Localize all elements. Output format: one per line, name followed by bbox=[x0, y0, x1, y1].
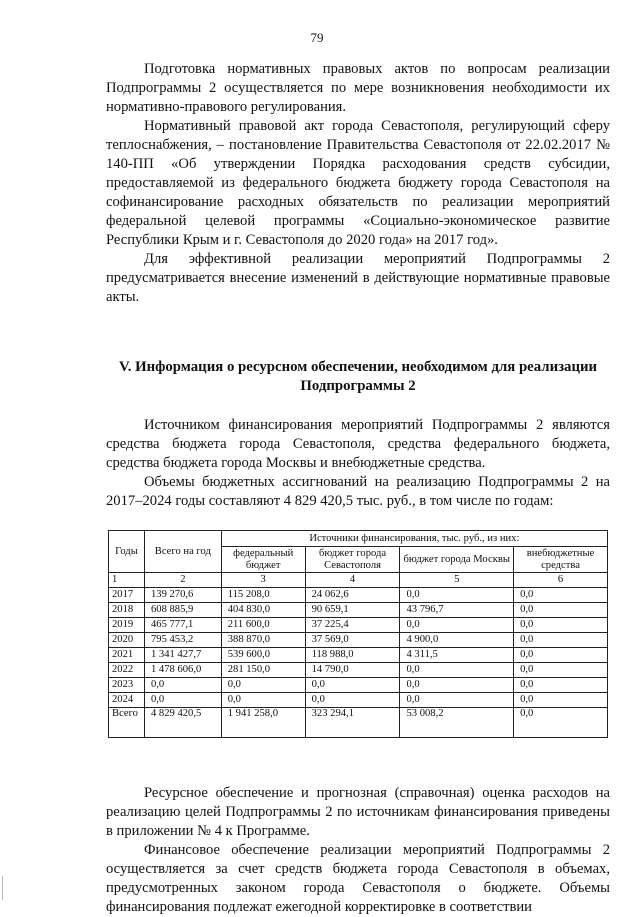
paragraph: Ресурсное обеспечение и прогнозная (справочная) оценка расходов на реализацию целей Подпрограммы 2 по источникам финансирования приведены в приложении № 4 к Программе. bbox=[106, 785, 610, 839]
table-row bbox=[109, 708, 608, 738]
paragraph: Подготовка нормативных правовых актов по вопросам реализации Подпрограммы 2 осуществляется по мере возникновения необходимости их нормативно-правового регулирования. bbox=[106, 61, 610, 115]
table-cell-value: 1 341 427,7 bbox=[144, 648, 221, 663]
header-moscow: бюджет города Москвы bbox=[400, 547, 514, 573]
paragraph: Для эффективной реализации мероприятий Подпрограммы 2 предусматривается внесение изменений в действующие нормативные правовые акты. bbox=[106, 251, 610, 305]
scan-margin-mark bbox=[2, 876, 3, 900]
table-cell-value: 323 294,1 bbox=[305, 708, 400, 738]
table-cell-value: 115 208,0 bbox=[221, 588, 305, 603]
table-cell-value: 1 478 606,0 bbox=[144, 663, 221, 678]
table-row bbox=[109, 603, 608, 618]
table-row bbox=[109, 663, 608, 678]
document-body bbox=[106, 60, 610, 917]
table-cell-value: 0,0 bbox=[221, 678, 305, 693]
table-cell-value: 24 062,6 bbox=[305, 588, 400, 603]
column-number: 3 bbox=[221, 573, 305, 588]
column-number: 2 bbox=[144, 573, 221, 588]
table-cell-value: 0,0 bbox=[400, 663, 514, 678]
paragraph: Объемы бюджетных ассигнований на реализацию Подпрограммы 2 на 2017–2024 годы составляют 4 829 420,5 тыс. руб., в том числе по годам: bbox=[106, 474, 610, 509]
table-cell-year: Всего bbox=[109, 708, 145, 738]
table-cell-year: 2020 bbox=[109, 633, 145, 648]
budget-table bbox=[108, 530, 608, 738]
table-cell-value: 43 796,7 bbox=[400, 603, 514, 618]
table-cell-value: 0,0 bbox=[144, 693, 221, 708]
header-extra: внебюджетные средства bbox=[514, 547, 608, 573]
table-cell-year: 2021 bbox=[109, 648, 145, 663]
column-number: 6 bbox=[514, 573, 608, 588]
table-cell-value: 53 008,2 bbox=[400, 708, 514, 738]
table-cell-value: 0,0 bbox=[305, 678, 400, 693]
paragraph: Нормативный правовой акт города Севастополя, регулирующий сферу теплоснабжения, – постановление Правительства Севастополя от 22.02.2017 № 140-ПП «Об утверждении Порядка расходования средств субсидии, предоставляемой из федерального бюджета бюджету города Севастополя на софинансирование расходных обязательств по реализации мероприятий федеральной целевой программы «Социально-экономическое развитие Республики Крым и г. Севастополя до 2020 года» на 2017 год». bbox=[106, 118, 610, 248]
column-number: 5 bbox=[400, 573, 514, 588]
table-cell-value: 211 600,0 bbox=[221, 618, 305, 633]
table-cell-value: 0,0 bbox=[514, 603, 608, 618]
table-row bbox=[109, 618, 608, 633]
table-cell-value: 1 941 258,0 bbox=[221, 708, 305, 738]
table-cell-value: 0,0 bbox=[514, 618, 608, 633]
table-cell-value: 0,0 bbox=[514, 678, 608, 693]
table-cell-value: 90 659,1 bbox=[305, 603, 400, 618]
table-cell-value: 0,0 bbox=[514, 693, 608, 708]
table-cell-value: 0,0 bbox=[514, 588, 608, 603]
table-cell-value: 0,0 bbox=[514, 663, 608, 678]
table-cell-value: 0,0 bbox=[400, 588, 514, 603]
table-cell-value: 0,0 bbox=[144, 678, 221, 693]
paragraph: Финансовое обеспечение реализации мероприятий Подпрограммы 2 осуществляется за счет средств бюджета города Севастополя в объемах, предусмотренных законом города Севастополя о бюджете. Объемы финансирования подлежат ежегодной корректировке в соответствии bbox=[106, 842, 610, 915]
table-cell-value: 139 270,6 bbox=[144, 588, 221, 603]
table-cell-value: 37 569,0 bbox=[305, 633, 400, 648]
table-cell-value: 0,0 bbox=[514, 633, 608, 648]
table-cell-value: 0,0 bbox=[400, 693, 514, 708]
table-cell-value: 539 600,0 bbox=[221, 648, 305, 663]
table-cell-year: 2024 bbox=[109, 693, 145, 708]
table-cell-value: 608 885,9 bbox=[144, 603, 221, 618]
table-cell-year: 2019 bbox=[109, 618, 145, 633]
header-sources: Источники финансирования, тыс. руб., из них: bbox=[221, 531, 607, 547]
table-cell-value: 404 830,0 bbox=[221, 603, 305, 618]
table-cell-value: 14 790,0 bbox=[305, 663, 400, 678]
header-sevastopol: бюджет города Севастополя bbox=[305, 547, 400, 573]
table-cell-value: 0,0 bbox=[400, 678, 514, 693]
table-cell-value: 4 900,0 bbox=[400, 633, 514, 648]
header-federal: федеральный бюджет bbox=[221, 547, 305, 573]
table-cell-value: 0,0 bbox=[514, 648, 608, 663]
table-row bbox=[109, 693, 608, 708]
section-heading bbox=[106, 358, 610, 396]
table-row bbox=[109, 678, 608, 693]
table-cell-value: 4 829 420,5 bbox=[144, 708, 221, 738]
table-cell-year: 2017 bbox=[109, 588, 145, 603]
table-cell-value: 4 311,5 bbox=[400, 648, 514, 663]
table-cell-value: 37 225,4 bbox=[305, 618, 400, 633]
table-cell-value: 465 777,1 bbox=[144, 618, 221, 633]
table-cell-year: 2022 bbox=[109, 663, 145, 678]
page-number: 79 bbox=[310, 30, 324, 45]
column-number-row bbox=[109, 573, 608, 588]
table-cell-value: 0,0 bbox=[305, 693, 400, 708]
table-row bbox=[109, 588, 608, 603]
header-total: Всего на год bbox=[144, 531, 221, 573]
table-cell-value: 281 150,0 bbox=[221, 663, 305, 678]
table-cell-value: 0,0 bbox=[221, 693, 305, 708]
table-cell-year: 2018 bbox=[109, 603, 145, 618]
paragraph: Источником финансирования мероприятий Подпрограммы 2 являются средства бюджета города Севастополя, средства федерального бюджета, средства бюджета города Москвы и внебюджетные средства. bbox=[106, 417, 610, 471]
section-heading-line: V. Информация о ресурсном обеспечении, необходимом для реализации bbox=[118, 359, 598, 375]
table-cell-value: 118 988,0 bbox=[305, 648, 400, 663]
table-cell-year: 2023 bbox=[109, 678, 145, 693]
table-row bbox=[109, 633, 608, 648]
table-row bbox=[109, 648, 608, 663]
table-cell-value: 0,0 bbox=[400, 618, 514, 633]
table-cell-value: 0,0 bbox=[514, 708, 608, 738]
header-years: Годы bbox=[109, 531, 145, 573]
table-cell-value: 388 870,0 bbox=[221, 633, 305, 648]
column-number: 1 bbox=[109, 573, 145, 588]
column-number: 4 bbox=[305, 573, 400, 588]
section-heading-line: Подпрограммы 2 bbox=[300, 378, 416, 394]
table-cell-value: 795 453,2 bbox=[144, 633, 221, 648]
